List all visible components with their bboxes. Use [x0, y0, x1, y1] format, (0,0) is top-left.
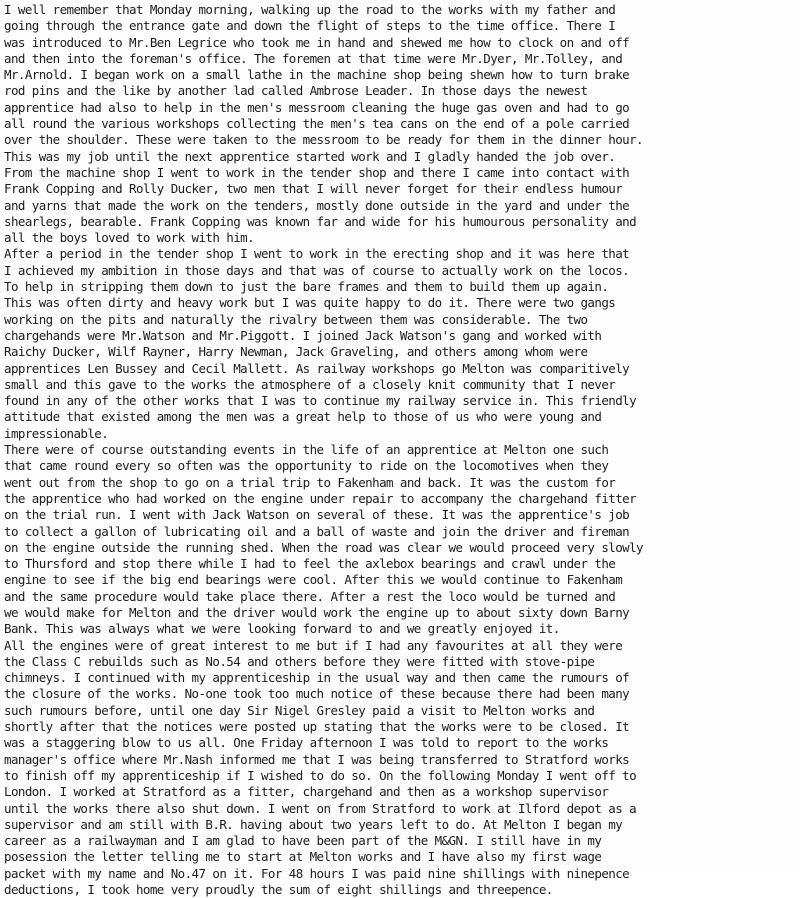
- text-line: chimneys. I continued with my apprenticeship in the usual way and then came the rumours of: [4, 670, 630, 686]
- text-line: packet with my name and No.47 on it. For 48 hours I was paid nine shillings with ninepence: [4, 865, 630, 881]
- text-line: Mr.Arnold. I began work on a small lathe in the machine shop being shewn how to turn brake: [4, 67, 630, 83]
- text-line: shearlegs, bearable. Frank Copping was known far and wide for his humourous personality and: [4, 213, 637, 229]
- text-line: shortly after that the notices were posted up stating that the works were to be closed. It: [4, 719, 630, 735]
- text-line: manager's office where Mr.Nash informed me that I was being transferred to Stratford works: [4, 751, 630, 767]
- text-line: From the machine shop I went to work in the tender shop and there I came into contact with: [4, 164, 630, 180]
- text-line: career as a railwayman and I am glad to have been part of the M&GN. I still have in my: [4, 833, 602, 849]
- text-line: and yarns that made the work on the tenders, mostly done outside in the yard and under the: [4, 197, 630, 213]
- text-line: went out from the shop to go on a trial trip to Fakenham and back. It was the custom for: [4, 474, 616, 490]
- text-line: that came round every so often was the opportunity to ride on the locomotives when they: [4, 458, 609, 474]
- text-line: to Thursford and stop there while I had to feel the axlebox bearings and crawl under the: [4, 556, 616, 572]
- text-line: This was my job until the next apprentice started work and I gladly handed the job over.: [4, 148, 616, 164]
- text-line: such rumours before, until one day Sir Nigel Gresley paid a visit to Melton works and: [4, 702, 595, 718]
- text-line: Raichy Ducker, Wilf Rayner, Harry Newman, Jack Graveling, and others among whom were: [4, 344, 588, 360]
- text-line: There were of course outstanding events in the life of an apprentice at Melton one such: [4, 442, 609, 458]
- text-line: to collect a gallon of lubricating oil and a ball of waste and join the driver and fireman: [4, 523, 630, 539]
- text-line: to finish off my apprenticeship if I wished to do so. On the following Monday I went off to: [4, 767, 637, 783]
- text-line: found in any of the other works that I was to continue my railway service in. This friendly: [4, 393, 637, 409]
- text-line: Bank. This was always what we were looking forward to and we greatly enjoyed it.: [4, 621, 560, 637]
- text-line: until the works there also shut down. I went on from Stratford to work at Ilford depot as a: [4, 800, 637, 816]
- text-line: all the boys loved to work with him.: [4, 230, 255, 246]
- text-line: going through the entrance gate and down the flight of steps to the time office. There I: [4, 18, 616, 34]
- text-line: the apprentice who had worked on the engine under repair to accompany the chargehand fitter: [4, 490, 637, 506]
- text-line: working on the pits and naturally the rivalry between them was considerable. The two: [4, 311, 588, 327]
- text-line: we would make for Melton and the driver would work the engine up to about sixty down Barny: [4, 604, 630, 620]
- text-line: London. I worked at Stratford as a fitter, chargehand and then as a workshop supervisor: [4, 784, 609, 800]
- text-line: Frank Copping and Rolly Ducker, two men that I will never forget for their endless humour: [4, 181, 623, 197]
- text-line: To help in stripping them down to just the bare frames and them to build them up again.: [4, 279, 609, 295]
- text-line: After a period in the tender shop I went to work in the erecting shop and it was here that: [4, 246, 630, 262]
- text-line: all round the various workshops collecting the men's tea cans on the end of a pole carried: [4, 116, 630, 132]
- text-line: attitude that existed among the men was a great help to those of us who were young and: [4, 409, 602, 425]
- text-line: impressionable.: [4, 425, 109, 441]
- text-line: over the shoulder. These were taken to the messroom to be ready for them in the dinner hour.: [4, 132, 643, 148]
- text-line: the closure of the works. No-one took too much notice of these because there had been many: [4, 686, 630, 702]
- text-line: I achieved my ambition in those days and that was of course to actually work on the locos.: [4, 262, 630, 278]
- text-line: was introduced to Mr.Ben Legrice who took me in hand and shewed me how to clock on and off: [4, 34, 630, 50]
- text-line: engine to see if the big end bearings were cool. After this we would continue to Fakenham: [4, 572, 623, 588]
- text-line: apprentices Len Bussey and Cecil Mallett. As railway workshops go Melton was comparitively: [4, 360, 630, 376]
- text-line: All the engines were of great interest to me but if I had any favourites at all they were: [4, 637, 623, 653]
- text-line: apprentice had also to help in the men's messroom cleaning the huge gas oven and had to go: [4, 99, 630, 115]
- text-line: and then into the foreman's office. The foremen at that time were Mr.Dyer, Mr.Tolley, and: [4, 50, 623, 66]
- text-line: posession the letter telling me to start at Melton works and I have also my first wage: [4, 849, 602, 865]
- text-line: This was often dirty and heavy work but I was quite happy to do it. There were two gangs: [4, 295, 616, 311]
- text-line: was a staggering blow to us all. One Friday afternoon I was told to report to the works: [4, 735, 609, 751]
- text-line: supervisor and am still with B.R. having about two years left to do. At Melton I began my: [4, 816, 623, 832]
- text-line: on the engine outside the running shed. When the road was clear we would proceed very slowly: [4, 539, 643, 555]
- text-line: and the same procedure would take place there. After a rest the loco would be turned and: [4, 588, 616, 604]
- text-line: I well remember that Monday morning, walking up the road to the works with my father and: [4, 2, 616, 17]
- body-text: [4, 2, 796, 898]
- text-line: small and this gave to the works the atmosphere of a closely knit community that I never: [4, 376, 616, 392]
- text-line: the Class C rebuilds such as No.54 and others before they were fitted with stove-pipe: [4, 653, 595, 669]
- text-line: chargehands were Mr.Watson and Mr.Piggott. I joined Jack Watson's gang and worked with: [4, 327, 602, 343]
- text-line: rod pins and the like by another lad called Ambrose Leader. In those days the newest: [4, 83, 588, 99]
- text-line: deductions, I took home very proudly the sum of eight shillings and threepence.: [4, 882, 553, 898]
- text-line: on the trial run. I went with Jack Watson on several of these. It was the apprentice's job: [4, 507, 630, 523]
